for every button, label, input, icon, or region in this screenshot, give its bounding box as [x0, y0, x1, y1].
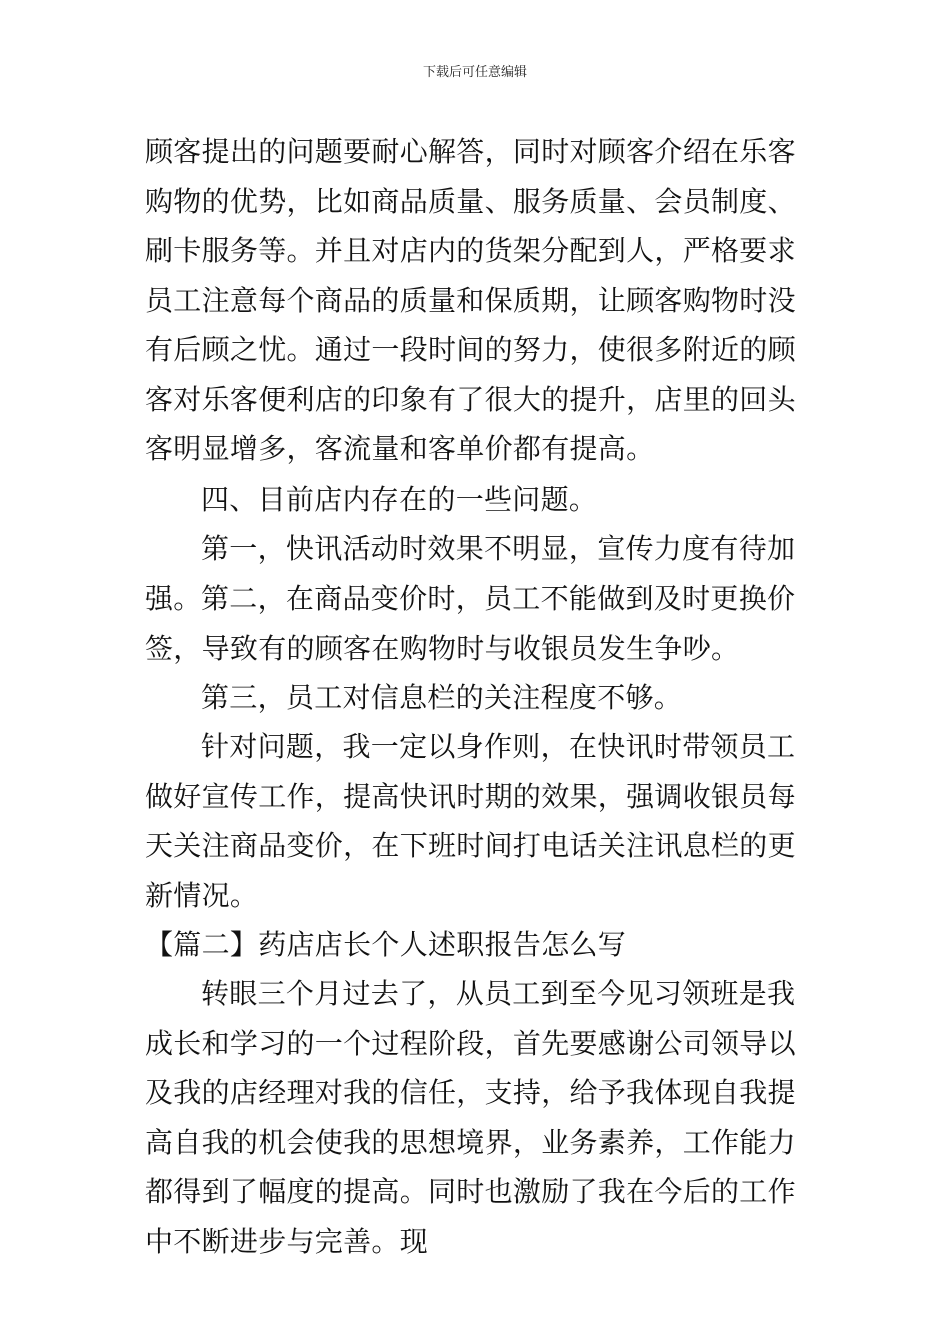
problem-second: 第二，在商品变价时，员工不能做到及时更换价签，导致有的顾客在购物时与收银员发生争吵。 — [145, 582, 796, 665]
problem-first: 第一，快讯活动时效果不明显，宣传力度有待加强。 — [145, 532, 796, 615]
page-header: 下载后可任意编辑 — [422, 65, 527, 80]
problem-third: 第三，员工对信息栏的关注程度不够。 — [201, 681, 683, 714]
paragraph-solutions: 针对问题，我一定以身作则，在快讯时带领员工做好宣传工作，提高快讯时期的效果，强调收银员每天关注商品变价，在下班时间打电话关注讯息栏的更新情况。 — [145, 730, 796, 912]
paragraph-service: 顾客提出的问题要耐心解答，同时对顾客介绍在乐客购物的优势，比如商品质量、服务质量、会员制度、刷卡服务等。并且对店内的货架分配到人，严格要求员工注意每个商品的质量和保质期，让顾客购物时没有后顾之忧。通过一段时间的努力，使很多附近的顾客对乐客便利店的印象有了很大的提升，店里的回头客明显增多，客流量和客单价都有提高。 — [145, 135, 796, 465]
section-title-part-two: 【篇二】药店店长个人述职报告怎么写 — [145, 928, 627, 961]
section-heading-problems: 四、目前店内存在的一些问题。 — [201, 483, 598, 516]
paragraph-intro-part-two: 转眼三个月过去了，从员工到至今见习领班是我成长和学习的一个过程阶段，首先要感谢公司领导以及我的店经理对我的信任，支持，给予我体现自我提高自我的机会使我的思想境界，业务素养，工作能力都得到了幅度的提高。同时也激励了我在今后的工作中不断进步与完善。现 — [145, 977, 796, 1258]
